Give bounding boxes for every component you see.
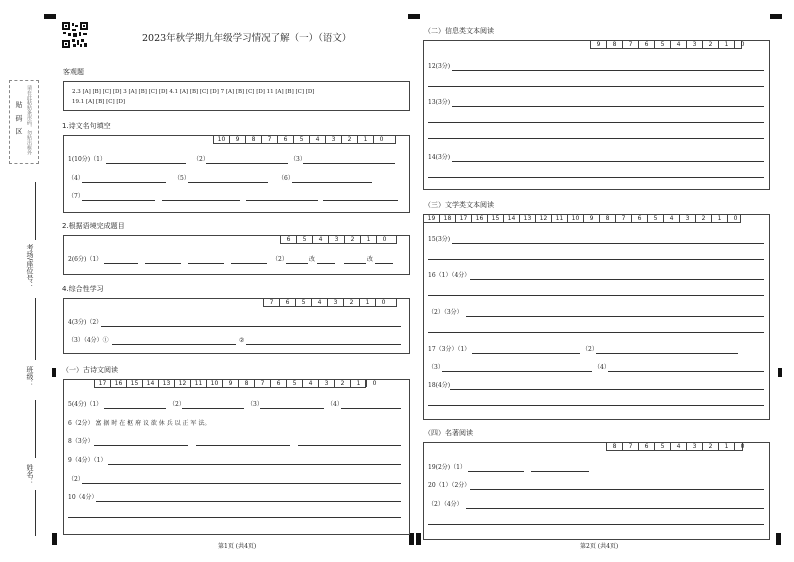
objective-row: 2.3 [A] [B] [C] [D] 3 [A] [B] [C] [D] 4.1 [A] [B] [C] [D] 7 [A] [B] [C] [D] 11 [A] [B] [C] [D] [72, 89, 315, 95]
score-cell[interactable]: 19 [427, 215, 436, 222]
question-label: 13(3分) [428, 99, 451, 106]
timing-mark [44, 14, 56, 19]
answer-line[interactable] [108, 464, 401, 465]
score-cell[interactable]: 9 [229, 136, 245, 143]
score-cell[interactable]: 11 [190, 380, 206, 387]
answer-line[interactable] [188, 182, 268, 183]
score-cell[interactable]: 6 [638, 41, 654, 48]
stub-line [35, 490, 36, 536]
section-title: （四）名著阅读 [424, 429, 473, 437]
score-cell[interactable]: 6 [279, 299, 295, 306]
answer-line[interactable] [323, 200, 398, 201]
answer-line[interactable] [472, 353, 580, 354]
timing-mark [408, 14, 420, 19]
score-cell[interactable]: 14 [142, 380, 158, 387]
question-label: （2） [272, 256, 288, 263]
paste-zone-hint: 请在此粘贴条形码，勿贴出框外 [26, 85, 32, 155]
objective-box [63, 81, 410, 111]
answer-line[interactable] [104, 408, 166, 409]
answer-line[interactable] [106, 163, 186, 164]
stub-line [35, 298, 36, 360]
answer-line[interactable] [188, 263, 224, 264]
question-label: （3） [290, 156, 306, 163]
answer-box [423, 40, 770, 190]
question-label: （3） [428, 364, 444, 371]
score-cell[interactable]: 1 [360, 236, 376, 243]
question-label: （6） [278, 175, 294, 182]
question-label: （2） [68, 476, 84, 483]
answer-line[interactable] [452, 70, 764, 71]
answer-box [63, 135, 410, 213]
score-bar[interactable] [263, 298, 397, 307]
answer-line[interactable] [608, 371, 764, 372]
answer-line[interactable] [101, 326, 401, 327]
score-cell[interactable]: 15 [487, 215, 503, 222]
timing-mark [770, 14, 782, 19]
answer-line[interactable] [341, 408, 401, 409]
page-footer: 第1页 (共4页) [218, 543, 257, 550]
answer-line[interactable] [344, 263, 366, 264]
section-title: （一）古诗文阅读 [62, 366, 118, 374]
timing-mark [778, 368, 782, 377]
score-cell[interactable]: 0 [366, 380, 382, 387]
score-cell[interactable]: 0 [375, 299, 391, 306]
score-cell[interactable]: 0 [734, 41, 750, 48]
score-cell[interactable]: 5 [286, 380, 302, 387]
answer-line[interactable] [231, 263, 267, 264]
question-label: ② [239, 337, 245, 344]
score-cell[interactable]: 14 [503, 215, 519, 222]
score-cell[interactable]: 4 [302, 380, 318, 387]
score-cell[interactable]: 2 [702, 41, 718, 48]
section-title: 4.综合性学习 [62, 285, 104, 293]
answer-line[interactable] [246, 200, 318, 201]
question-label: （2） [193, 156, 209, 163]
score-cell[interactable]: 10 [567, 215, 583, 222]
paste-zone-label: 贴 码 区 [15, 101, 23, 137]
answer-line[interactable] [452, 106, 764, 107]
score-cell[interactable]: 4 [670, 443, 686, 450]
objective-row: 19.1 [A] [B] [C] [D] [72, 99, 126, 105]
score-cell[interactable]: 8 [612, 443, 617, 450]
score-cell[interactable]: 7 [261, 136, 277, 143]
name-label: 姓名： [26, 464, 34, 485]
question-label: （4） [327, 401, 343, 408]
question-label: 17（3分）（1） [428, 346, 471, 353]
score-cell[interactable]: 12 [174, 380, 190, 387]
answer-line[interactable] [468, 471, 524, 472]
question-label: （4） [594, 364, 610, 371]
score-cell[interactable]: 8 [245, 136, 261, 143]
question-label: 1(10分)（1） [68, 156, 106, 163]
score-cell[interactable]: 8 [599, 215, 615, 222]
score-cell[interactable]: 7 [622, 443, 638, 450]
page-footer: 第2页 (共4页) [580, 543, 619, 550]
score-bar[interactable] [423, 214, 741, 223]
qr-code-icon [62, 22, 88, 48]
score-cell[interactable]: 4 [312, 236, 328, 243]
answer-line[interactable] [68, 517, 401, 518]
score-cell[interactable]: 11 [551, 215, 567, 222]
answer-line[interactable] [466, 508, 764, 509]
stub-line [35, 182, 36, 240]
answer-line[interactable] [162, 200, 240, 201]
score-cell[interactable]: 6 [277, 136, 293, 143]
score-cell[interactable]: 16 [471, 215, 487, 222]
score-cell[interactable]: 2 [344, 236, 360, 243]
score-cell[interactable]: 2 [334, 380, 350, 387]
answer-box [63, 379, 410, 535]
answer-line[interactable] [428, 405, 764, 406]
answer-line[interactable] [82, 182, 166, 183]
objective-heading: 客观题 [63, 68, 84, 76]
score-cell[interactable]: 0 [734, 443, 750, 450]
answer-line[interactable] [428, 138, 764, 139]
answer-line[interactable] [428, 295, 764, 296]
question-label: 10（4分） [68, 494, 98, 501]
timing-mark [52, 368, 56, 377]
answer-line[interactable] [303, 163, 395, 164]
score-bar[interactable] [213, 135, 396, 144]
score-cell[interactable]: 3 [686, 443, 702, 450]
score-cell[interactable]: 0 [373, 136, 389, 143]
correction-label: 改 [309, 256, 316, 263]
question-label: 8（3分） [68, 438, 94, 445]
question-label: 2(6分)（1） [68, 256, 103, 263]
score-cell[interactable]: 1 [350, 380, 366, 387]
score-cell[interactable]: 0 [727, 215, 743, 222]
score-bar[interactable] [94, 379, 377, 388]
answer-line[interactable] [375, 263, 393, 264]
question-label: （3） [247, 401, 263, 408]
answer-line[interactable] [452, 243, 764, 244]
score-bar[interactable] [606, 442, 743, 451]
score-cell[interactable]: 18 [439, 215, 455, 222]
answer-line[interactable] [466, 316, 764, 317]
answer-line[interactable] [182, 408, 244, 409]
answer-box [423, 442, 770, 540]
score-cell[interactable]: 5 [295, 299, 311, 306]
score-cell[interactable]: 3 [679, 215, 695, 222]
score-cell[interactable]: 3 [686, 41, 702, 48]
timing-mark [52, 533, 57, 545]
score-cell[interactable]: 4 [670, 41, 686, 48]
answer-line[interactable] [452, 161, 764, 162]
score-cell[interactable]: 7 [615, 215, 631, 222]
answer-line[interactable] [286, 263, 308, 264]
question-label: 19(2分)（1） [428, 464, 466, 471]
section-title: （三）文学类文本阅读 [424, 201, 494, 209]
question-label: （2） [169, 401, 185, 408]
score-cell[interactable]: 5 [654, 443, 670, 450]
question-label: 4(3分)（2） [68, 319, 103, 326]
score-cell[interactable]: 4 [311, 299, 327, 306]
score-cell[interactable]: 1 [711, 215, 727, 222]
class-label: 班级： [26, 366, 34, 387]
score-cell[interactable]: 5 [647, 215, 663, 222]
answer-line[interactable] [450, 389, 764, 390]
section-title: （二）信息类文本阅读 [424, 27, 494, 35]
answer-line[interactable] [196, 445, 290, 446]
score-cell[interactable]: 1 [718, 41, 734, 48]
score-cell[interactable]: 5 [293, 136, 309, 143]
answer-line[interactable] [206, 163, 288, 164]
page-title: 2023年秋学期九年级学习情况了解（一）（语文） [142, 33, 352, 44]
score-cell[interactable]: 2 [695, 215, 711, 222]
answer-line[interactable] [531, 471, 589, 472]
question-label: 12(3分) [428, 63, 451, 70]
answer-line[interactable] [596, 353, 738, 354]
answer-line[interactable] [145, 263, 181, 264]
timing-mark [416, 533, 421, 545]
answer-line[interactable] [442, 371, 592, 372]
score-cell[interactable]: 4 [309, 136, 325, 143]
answer-line[interactable] [94, 445, 188, 446]
answer-line[interactable] [246, 344, 401, 345]
question-label: （2） [582, 346, 598, 353]
stub-line [35, 400, 36, 458]
answer-line[interactable] [292, 182, 372, 183]
score-cell[interactable]: 13 [519, 215, 535, 222]
question-label: 9（4分）（1） [68, 457, 107, 464]
score-cell[interactable]: 3 [327, 299, 343, 306]
score-cell[interactable]: 3 [318, 380, 334, 387]
score-cell[interactable]: 9 [596, 41, 601, 48]
score-cell[interactable]: 1 [359, 299, 375, 306]
score-cell[interactable]: 17 [455, 215, 471, 222]
question-label: 16（1）（4分） [428, 272, 471, 279]
score-cell[interactable]: 10 [217, 136, 226, 143]
score-cell[interactable]: 8 [238, 380, 254, 387]
score-bar[interactable] [280, 235, 397, 244]
answer-line[interactable] [96, 501, 401, 502]
correction-label: 改 [367, 256, 374, 263]
score-cell[interactable]: 2 [702, 443, 718, 450]
answer-line[interactable] [428, 86, 764, 87]
question-label: （5） [174, 175, 190, 182]
answer-line[interactable] [428, 122, 764, 123]
score-cell[interactable]: 8 [606, 41, 622, 48]
answer-line[interactable] [82, 483, 401, 484]
score-cell[interactable]: 17 [98, 380, 107, 387]
score-cell[interactable]: 9 [583, 215, 599, 222]
score-cell[interactable]: 6 [270, 380, 286, 387]
answer-line[interactable] [112, 344, 236, 345]
question-label: （2）（4分） [428, 501, 463, 508]
score-cell[interactable]: 7 [254, 380, 270, 387]
score-cell[interactable]: 3 [328, 236, 344, 243]
answer-line[interactable] [428, 259, 764, 260]
timing-mark [776, 533, 781, 545]
question-label: （4） [68, 175, 84, 182]
score-cell[interactable]: 10 [206, 380, 222, 387]
section-title: 1.诗文名句填空 [62, 122, 111, 130]
score-cell[interactable]: 1 [357, 136, 373, 143]
score-cell[interactable]: 2 [341, 136, 357, 143]
score-cell[interactable]: 9 [222, 380, 238, 387]
question-label: （7） [68, 193, 84, 200]
answer-line[interactable] [470, 489, 764, 490]
question-text: 6（2分） 富 据 时 在 枢 府 议 欲 休 兵 以 正 军 法。 [68, 420, 211, 427]
score-cell[interactable]: 16 [110, 380, 126, 387]
score-cell[interactable]: 15 [126, 380, 142, 387]
score-cell[interactable]: 7 [622, 41, 638, 48]
score-cell[interactable]: 6 [631, 215, 647, 222]
score-cell[interactable]: 2 [343, 299, 359, 306]
score-cell[interactable]: 6 [286, 236, 291, 243]
score-cell[interactable]: 1 [718, 443, 734, 450]
score-cell[interactable]: 0 [376, 236, 392, 243]
question-label: （2）（3分） [428, 309, 463, 316]
answer-line[interactable] [470, 279, 764, 280]
answer-line[interactable] [428, 177, 764, 178]
answer-line[interactable] [82, 200, 155, 201]
answer-line[interactable] [298, 445, 401, 446]
question-label: 20（1）（2分） [428, 482, 471, 489]
score-cell[interactable]: 12 [535, 215, 551, 222]
answer-line[interactable] [260, 408, 324, 409]
score-bar[interactable] [590, 40, 745, 49]
question-label: 15(3分) [428, 236, 451, 243]
barcode-paste-zone [9, 80, 39, 164]
question-label: （3）（4分）① [68, 337, 109, 344]
answer-line[interactable] [317, 263, 335, 264]
seat-label: 考场/座位号： [26, 244, 34, 289]
score-cell[interactable]: 4 [663, 215, 679, 222]
answer-line[interactable] [428, 332, 764, 333]
score-cell[interactable]: 7 [269, 299, 274, 306]
question-label: 14(3分) [428, 154, 451, 161]
answer-line[interactable] [428, 524, 764, 525]
question-label: 5(4分)（1） [68, 401, 103, 408]
answer-line[interactable] [104, 263, 138, 264]
score-cell[interactable]: 6 [638, 443, 654, 450]
section-title: 2.根据语境完成题目 [62, 222, 125, 230]
question-label: 18(4分) [428, 382, 451, 389]
score-cell[interactable]: 13 [158, 380, 174, 387]
score-cell[interactable]: 5 [654, 41, 670, 48]
score-cell[interactable]: 5 [296, 236, 312, 243]
score-cell[interactable]: 3 [325, 136, 341, 143]
